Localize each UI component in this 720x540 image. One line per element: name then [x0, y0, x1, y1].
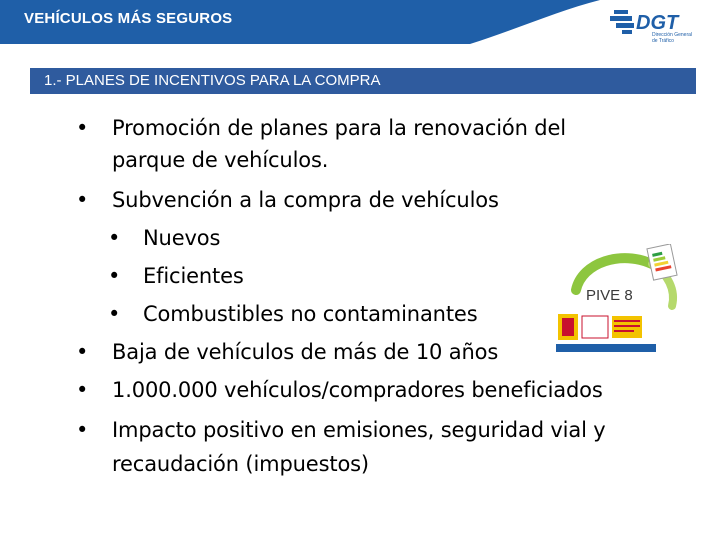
bullet-1-line-1: Promoción de planes para la renovación del	[112, 116, 566, 140]
bullet-dot: •	[76, 340, 89, 364]
dgt-logo-sub1: Dirección General	[652, 32, 693, 38]
bullet-dot: •	[76, 418, 89, 442]
bullet-5-line-1: Impacto positivo en emisiones, seguridad vial y	[112, 418, 606, 442]
bullet-dot: •	[76, 116, 89, 140]
page-title: VEHÍCULOS MÁS SEGUROS	[24, 10, 233, 27]
dgt-logo-sub2: de Tráfico	[652, 38, 674, 44]
sub-bullet-dot: •	[108, 302, 121, 326]
bullet-dot: •	[76, 188, 89, 212]
bullet-3: Baja de vehículos de más de 10 años	[112, 340, 499, 364]
bullet-5-line-2: recaudación (impuestos)	[112, 452, 369, 476]
dgt-logo-text: DGT	[636, 12, 679, 34]
pive-label: PIVE 8	[586, 287, 633, 304]
bullet-1-line-2: parque de vehículos.	[112, 148, 329, 172]
sub-bullet-dot: •	[108, 264, 121, 288]
bullet-4: 1.000.000 vehículos/compradores beneficiados	[112, 378, 603, 402]
pive-8-logo	[552, 244, 682, 356]
section-title: 1.- PLANES DE INCENTIVOS PARA LA COMPRA	[44, 72, 381, 89]
bullet-dot: •	[76, 378, 89, 402]
sub-bullet-3: Combustibles no contaminantes	[143, 302, 478, 326]
sub-bullet-dot: •	[108, 226, 121, 250]
sub-bullet-2: Eficientes	[143, 264, 244, 288]
bullet-2: Subvención a la compra de vehículos	[112, 188, 499, 212]
sub-bullet-1: Nuevos	[143, 226, 221, 250]
